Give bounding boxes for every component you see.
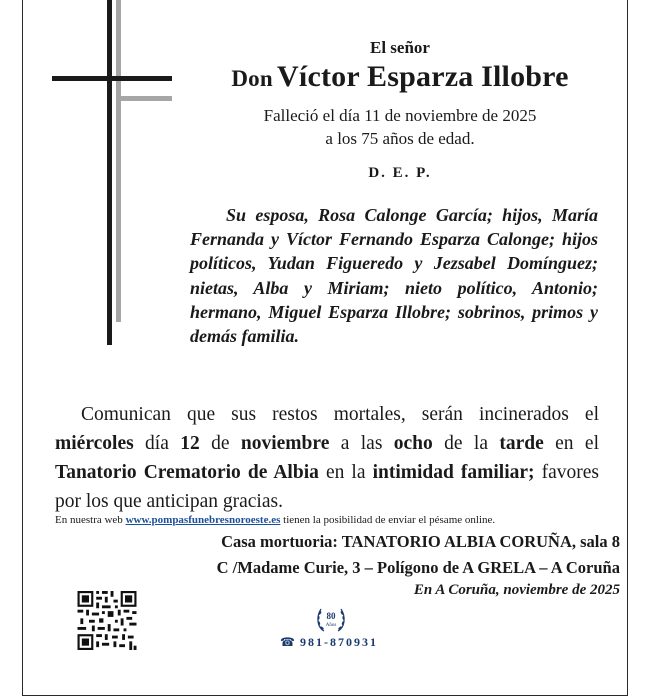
full-name: Víctor Esparza Illobre — [277, 60, 569, 93]
mortuary-line: Casa mortuoria: TANATORIO ALBIA CORUÑA, sala 8 — [221, 532, 620, 551]
address-line: C /Madame Curie, 3 – Polígono de A GRELA – A Coruña — [216, 558, 620, 577]
phone-icon: ☎ — [280, 635, 297, 649]
announce-text: favores por los que anticipan gracias. — [55, 462, 599, 512]
announce-text: de — [199, 433, 241, 454]
cross-dark-horizontal — [52, 76, 172, 81]
phone-number: 981-870931 — [299, 635, 378, 649]
seal-number: 80 — [326, 611, 336, 621]
cross-dark-vertical — [107, 0, 112, 345]
cross-gray-vertical — [116, 0, 121, 322]
qr-finder-top-right — [121, 591, 137, 607]
announce-text: Comunican que sus restos mortales, serán incinerados el — [81, 404, 599, 425]
announce-text: día — [133, 433, 181, 454]
cross-gray-horizontal — [118, 96, 172, 101]
announce-hour: ocho — [393, 433, 433, 454]
web-suffix: tienen la posibilidad de enviar el pésame online. — [280, 514, 496, 526]
family-list: Su esposa, Rosa Calonge García; hijos, María Fernanda y Víctor Fernando Esparza Calonge; hijos políticos, Yudan Figueredo y Jezsabel Domínguez; nietas, Alba y Miriam; nieto político, Antonio; hermano, Miguel Esparza Illobre; sobrinos, primos y demás familia. — [190, 205, 598, 347]
announcement — [55, 400, 599, 516]
cross-icon — [50, 0, 180, 350]
death-info — [200, 104, 600, 150]
qr-finder-top-left — [78, 591, 94, 607]
announce-period: tarde — [499, 433, 544, 454]
laurel-seal-icon — [312, 604, 350, 634]
place-date: En A Coruña, noviembre de 2025 — [413, 582, 620, 598]
age-line: a los 75 años de edad. — [325, 129, 475, 148]
announce-text: a las — [329, 433, 394, 454]
announce-text: de la — [432, 433, 500, 454]
announce-text: en la — [318, 462, 373, 483]
announce-month: noviembre — [240, 433, 330, 454]
announce-venue: Tanatorio Crematorio de Albia — [55, 462, 319, 483]
phone-line[interactable] — [280, 635, 378, 650]
death-date: Falleció el día 11 de noviembre de 2025 — [263, 106, 537, 125]
announce-date: 12 — [180, 433, 200, 454]
announce-day: miércoles — [55, 433, 134, 454]
rip-text: D. E. P. — [368, 165, 432, 181]
condolence-web-line — [55, 514, 615, 526]
honorific: El señor — [370, 38, 430, 57]
qr-finder-bottom-left — [78, 634, 94, 650]
deceased-name — [190, 60, 610, 94]
title-prefix: Don — [231, 66, 273, 91]
announce-privacy: intimidad familiar; — [372, 462, 535, 483]
seal-subtext: Años — [325, 623, 337, 628]
web-prefix: En nuestra web — [55, 514, 126, 526]
website-link[interactable]: www.pompasfunebresnoroeste.es — [125, 514, 281, 526]
announce-text: en el — [543, 433, 599, 454]
qr-code-icon[interactable] — [66, 591, 148, 650]
